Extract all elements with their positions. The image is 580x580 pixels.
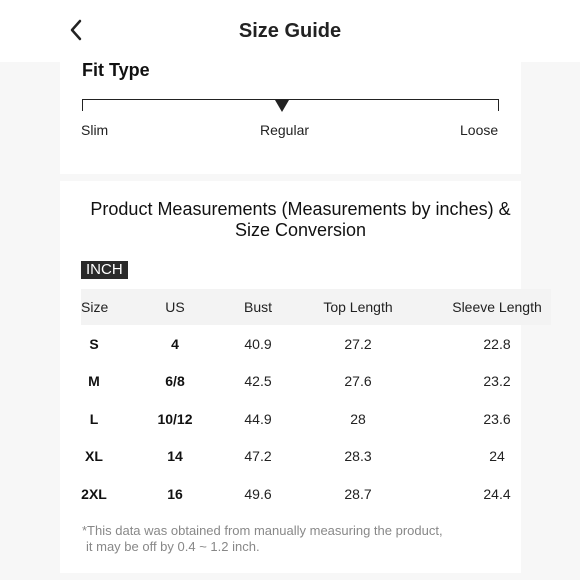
fit-marker-icon xyxy=(275,99,289,117)
size-table-scroll[interactable] xyxy=(81,289,542,502)
fit-label-loose: Loose xyxy=(460,122,499,138)
size-table xyxy=(81,289,551,513)
table-cell: 44.9 xyxy=(244,410,272,427)
table-row xyxy=(81,438,551,476)
header-bar xyxy=(0,0,580,62)
table-cell: 2XL xyxy=(81,485,107,502)
table-cell: 28.3 xyxy=(344,448,372,465)
table-cell: 4 xyxy=(171,335,179,352)
column-header: Sleeve Length xyxy=(452,299,542,315)
table-cell: 28 xyxy=(350,410,366,427)
table-cell: XL xyxy=(85,448,103,465)
fit-label-regular: Regular xyxy=(260,122,310,138)
fit-scale-line xyxy=(82,99,499,100)
table-cell: 16 xyxy=(167,485,183,502)
table-cell: 10/12 xyxy=(157,410,193,427)
disclaimer-line: *This data was obtained from manually measuring the product, xyxy=(82,523,443,538)
fit-label-slim: Slim xyxy=(81,122,109,138)
table-cell: 6/8 xyxy=(165,373,185,390)
unit-badge[interactable]: INCH xyxy=(81,261,128,279)
table-cell: 47.2 xyxy=(244,448,272,465)
column-header: Size xyxy=(81,299,109,315)
table-cell: 27.2 xyxy=(344,335,372,352)
table-cell: L xyxy=(89,410,99,427)
fit-scale-tick-right xyxy=(498,99,499,111)
fit-type-card xyxy=(60,56,521,174)
table-cell: 42.5 xyxy=(244,373,272,390)
table-cell: 14 xyxy=(167,448,183,465)
measurements-title: Product Measurements (Measurements by inches) & Size Conversion xyxy=(90,199,511,240)
table-header-row xyxy=(81,289,551,325)
fit-type-title: Fit Type xyxy=(82,60,150,80)
disclaimer-line: it may be off by 0.4 ~ 1.2 inch. xyxy=(86,539,260,554)
table-cell: M xyxy=(88,373,100,390)
measurement-disclaimer xyxy=(82,523,502,555)
table-cell: 24 xyxy=(489,448,505,465)
measurements-card xyxy=(60,181,542,573)
table-row xyxy=(81,363,551,401)
table-cell: 28.7 xyxy=(344,485,372,502)
table-cell: 49.6 xyxy=(244,485,272,502)
table-row xyxy=(81,475,551,513)
column-header: US xyxy=(165,299,185,315)
table-row xyxy=(81,400,551,438)
table-cell: 24.4 xyxy=(483,485,511,502)
column-header: Top Length xyxy=(323,299,393,315)
table-cell: 22.8 xyxy=(483,335,511,352)
page-title: Size Guide xyxy=(238,20,342,42)
table-row xyxy=(81,325,551,363)
column-header: Bust xyxy=(243,299,272,315)
table-cell: S xyxy=(89,335,99,352)
table-cell: 23.2 xyxy=(483,373,511,390)
fit-scale-tick-left xyxy=(82,99,83,111)
table-cell: 27.6 xyxy=(344,373,372,390)
table-cell: 40.9 xyxy=(244,335,272,352)
table-cell: 23.6 xyxy=(483,410,511,427)
